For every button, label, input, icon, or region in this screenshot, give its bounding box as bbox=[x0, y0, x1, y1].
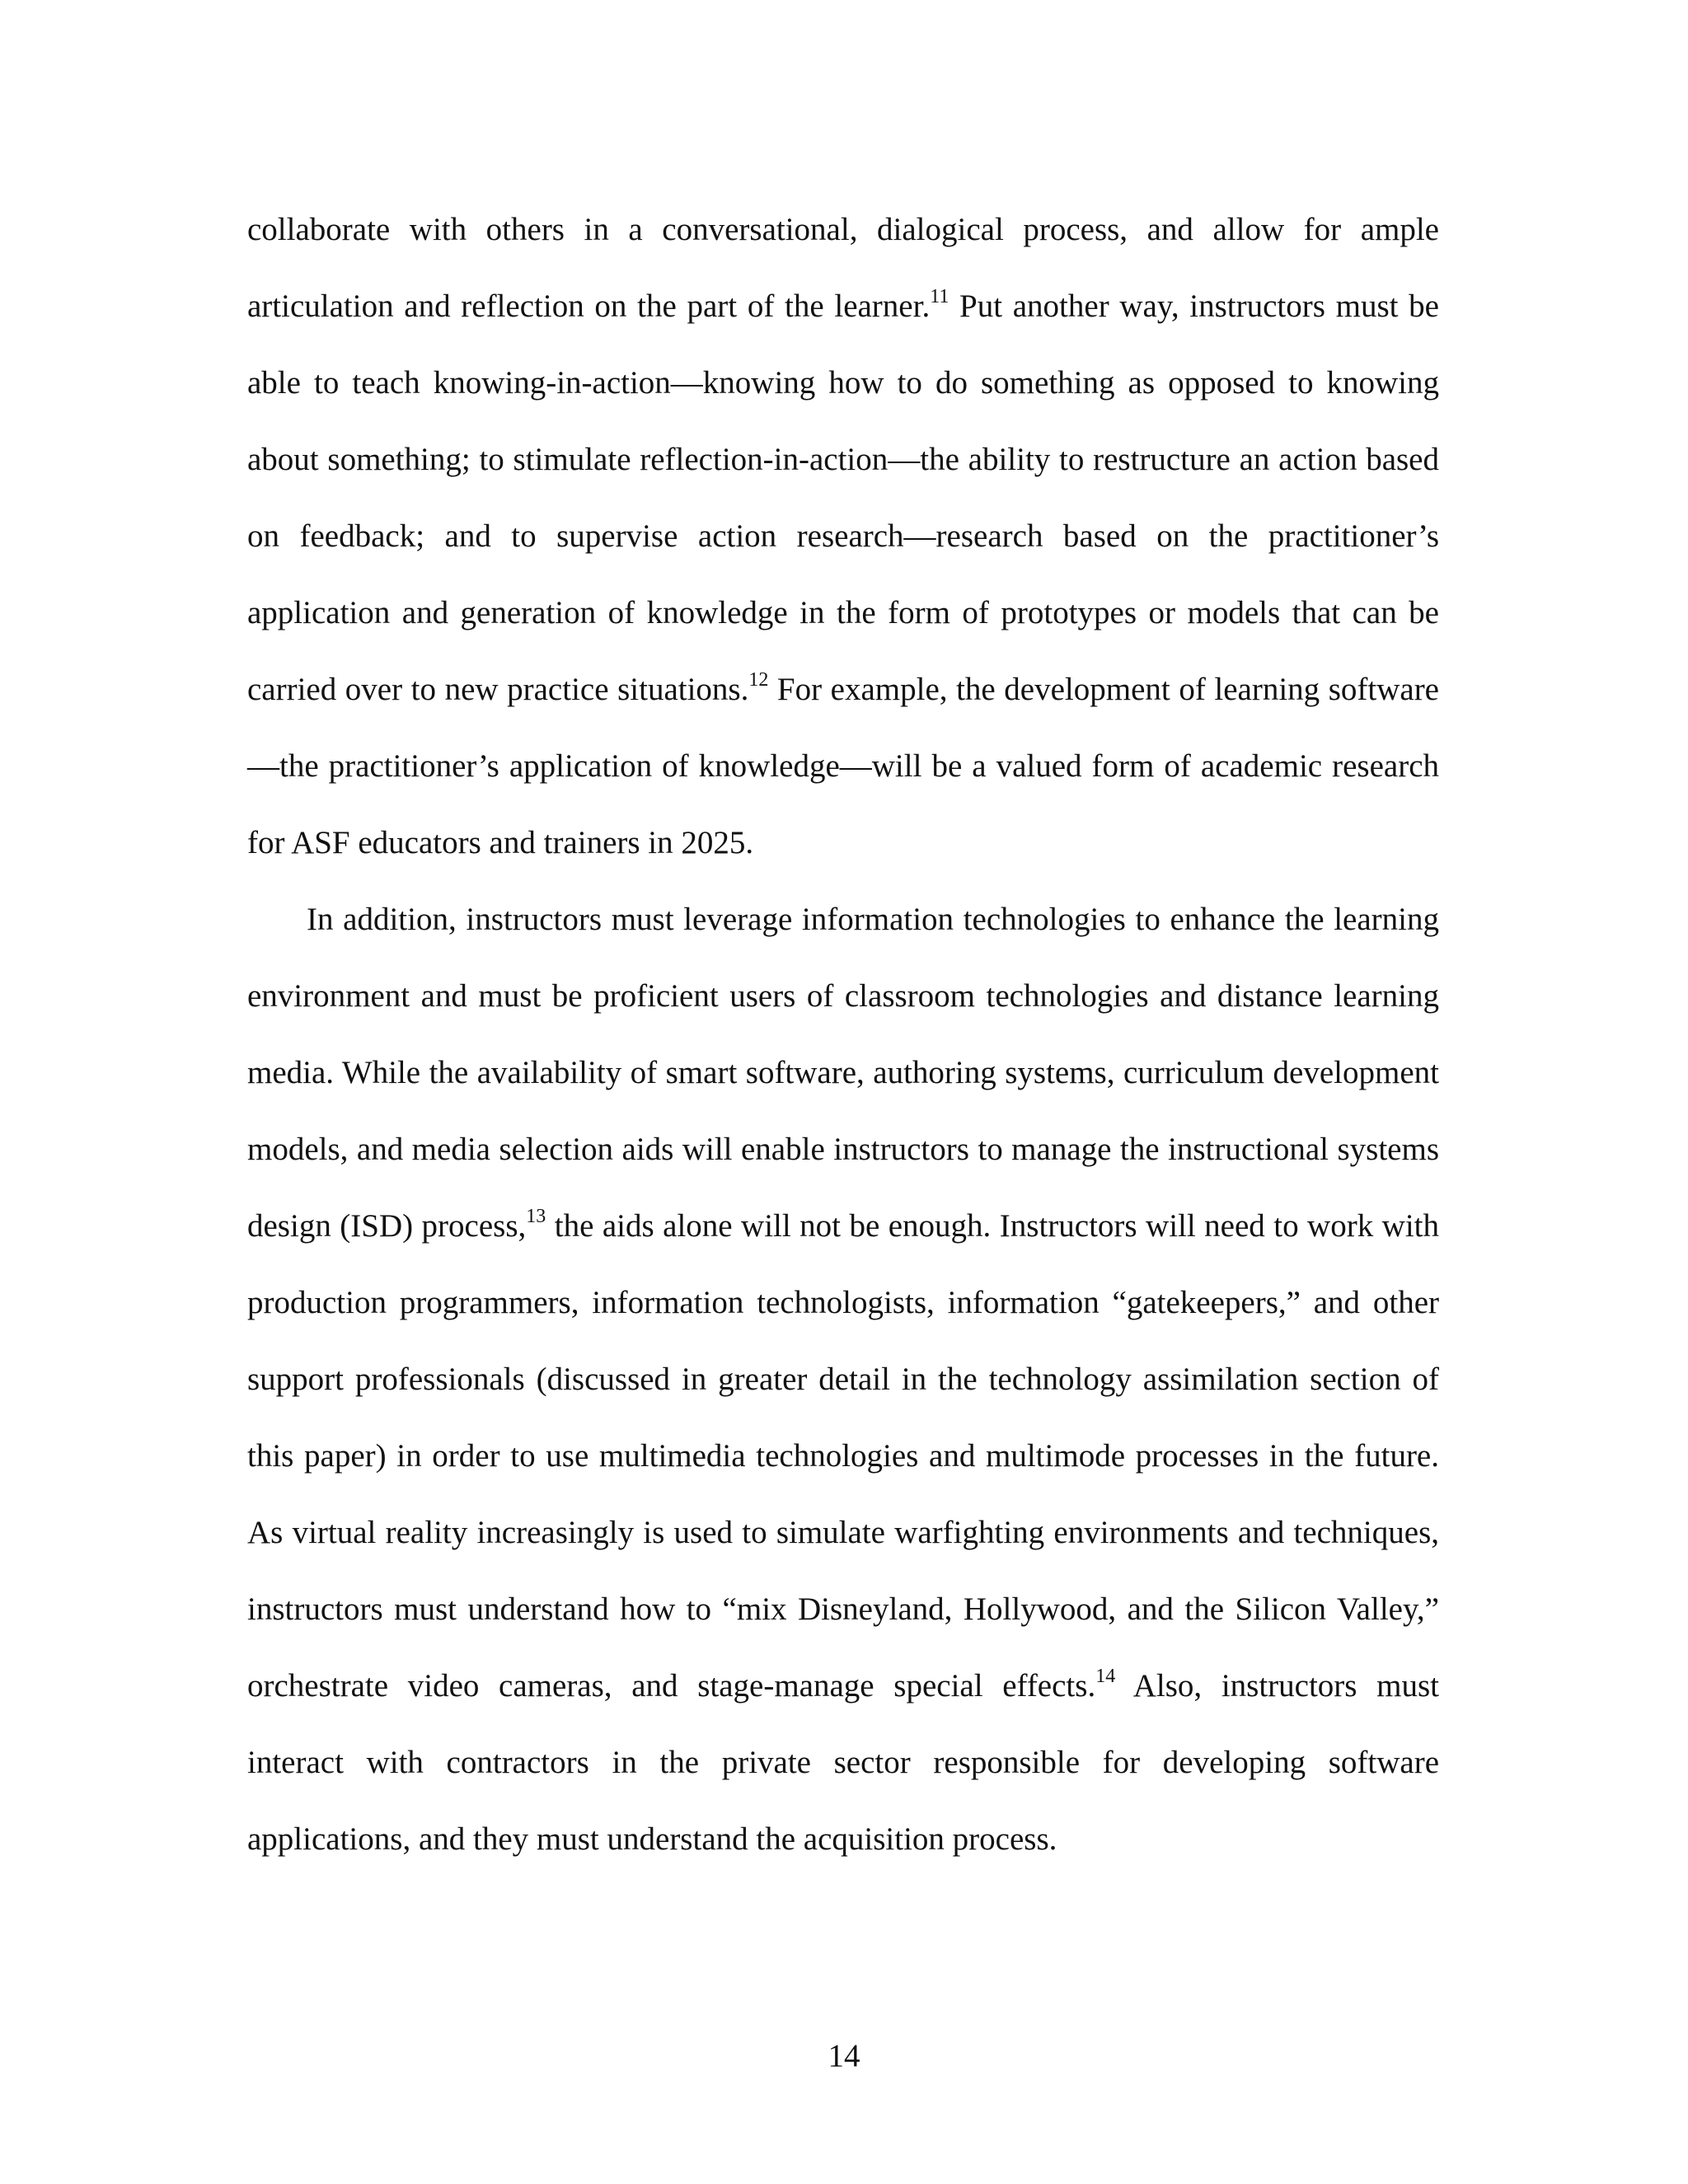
text-run: the aids alone will not be enough. Instructors will need to work with production programmers, information technologists, information “gatekeepers,” and other support professionals (discussed in greater detail in the technology assimilation section of this paper) in order to use multimedia technologies and multimode processes in the future. As virtual reality increasingly is used to simulate warfighting environments and techniques, instructors must understand how to “mix Disneyland, Hollywood, and the Silicon Valley,” orchestrate video cameras, and stage-manage special effects. bbox=[247, 1208, 1439, 1704]
text-run: For example, the development of learning software—the practitioner’s application of knowledge—will be a valued form of academic research for ASF educators and trainers in 2025. bbox=[247, 672, 1439, 860]
footnote-marker-12: 12 bbox=[748, 669, 769, 691]
footnote-marker-11: 11 bbox=[930, 286, 950, 307]
body-text bbox=[247, 191, 1439, 1877]
footnote-marker-14: 14 bbox=[1095, 1666, 1116, 1687]
text-run: collaborate with others in a conversational, dialogical process, and allow for ample articulation and reflection on the part of the learner. bbox=[247, 212, 1439, 324]
footnote-marker-13: 13 bbox=[526, 1206, 546, 1227]
paragraph-1 bbox=[247, 191, 1439, 881]
paragraph-2 bbox=[247, 881, 1439, 1877]
text-run: Also, instructors must interact with contractors in the private sector responsible for developing software applications, and they must understand the acquisition process. bbox=[247, 1668, 1439, 1857]
page-number: 14 bbox=[828, 2038, 860, 2074]
text-run: In addition, instructors must leverage information technologies to enhance the learning environment and must be proficient users of classroom technologies and distance learning media. While the availability of smart software, authoring systems, curriculum development models, and media selection aids will enable instructors to manage the instructional systems design (ISD) process, bbox=[247, 902, 1439, 1244]
text-run: Put another way, instructors must be able to teach knowing-in-action—knowing how to do something as opposed to knowing about something; to stimulate reflection-in-action—the ability to restructure an action based on feedback; and to supervise action research—research based on the practitioner’s application and generation of knowledge in the form of prototypes or models that can be carried over to new practice situations. bbox=[247, 288, 1439, 707]
